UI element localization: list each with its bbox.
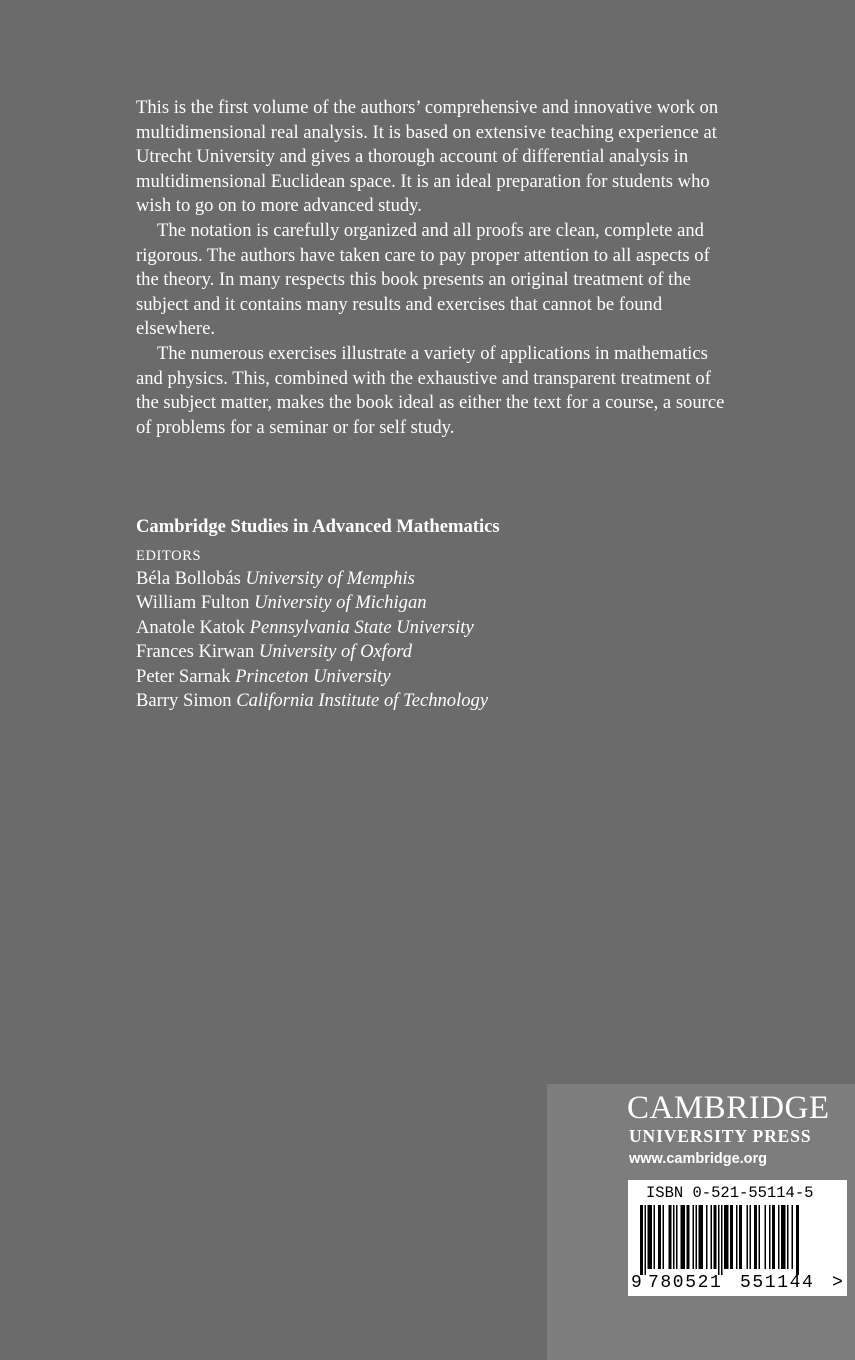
barcode-icon — [640, 1205, 836, 1275]
publisher-subname: UNIVERSITY PRESS — [629, 1126, 812, 1146]
publisher-name: CAMBRIDGE — [627, 1090, 830, 1126]
editor-affiliation: University of Oxford — [258, 641, 413, 663]
editors-list — [136, 567, 488, 713]
barcode-lead-digit: 9 — [631, 1273, 642, 1293]
editor-entry — [136, 689, 488, 713]
editor-name: Barry Simon — [136, 690, 232, 712]
barcode-left-group: 780521 — [648, 1273, 723, 1293]
barcode-box — [628, 1180, 847, 1296]
barcode-end-mark: > — [832, 1273, 843, 1293]
blurb-paragraph-1: This is the first volume of the authors’ comprehensive and innovative work on multidimensional real analysis. It is based on extensive teaching experience at Utrecht University and gives a thorough account of differential analysis in multidimensional Euclidean space. It is an ideal preparation for students who wish to go on to more advanced study. — [136, 97, 719, 217]
publisher-panel — [547, 1084, 855, 1360]
blurb — [136, 96, 736, 440]
editor-affiliation: California Institute of Technology — [236, 690, 489, 712]
editor-name: Béla Bollobás — [136, 568, 241, 589]
editor-name: Anatole Katok — [136, 616, 245, 638]
blurb-paragraph-2: The notation is carefully organized and all proofs are clean, complete and rigorous. The authors have taken care to pay proper attention to all aspects of the theory. In many respects this book presents an original treatment of the subject and it contains many results and exercises that cannot be found elsewhere. — [136, 219, 710, 340]
editor-entry — [136, 616, 488, 640]
editor-entry — [136, 665, 488, 689]
isbn-text: ISBN 0-521-55114-5 — [646, 1184, 814, 1202]
editor-affiliation: University of Memphis — [245, 568, 415, 589]
editors-label: EDITORS — [136, 548, 202, 564]
blurb-paragraph-3: The numerous exercises illustrate a variety of applications in mathematics and physics. This, combined with the exhaustive and transparent treatment of the subject matter, makes the book ideal as either the text for a course, a source of problems for a seminar or for self study. — [136, 342, 725, 438]
editor-entry — [136, 640, 488, 664]
editor-name: Peter Sarnak — [136, 665, 231, 687]
editor-entry — [136, 591, 488, 615]
publisher-url: www.cambridge.org — [629, 1151, 768, 1167]
editor-affiliation: University of Michigan — [254, 592, 427, 614]
editor-name: William Fulton — [136, 592, 250, 614]
editor-entry — [136, 567, 488, 591]
editor-affiliation: Princeton University — [235, 665, 391, 687]
editor-affiliation: Pennsylvania State University — [249, 616, 474, 638]
barcode-right-group: 551144 — [740, 1273, 815, 1293]
editor-name: Frances Kirwan — [136, 641, 255, 663]
series-title: Cambridge Studies in Advanced Mathematics — [136, 516, 500, 537]
